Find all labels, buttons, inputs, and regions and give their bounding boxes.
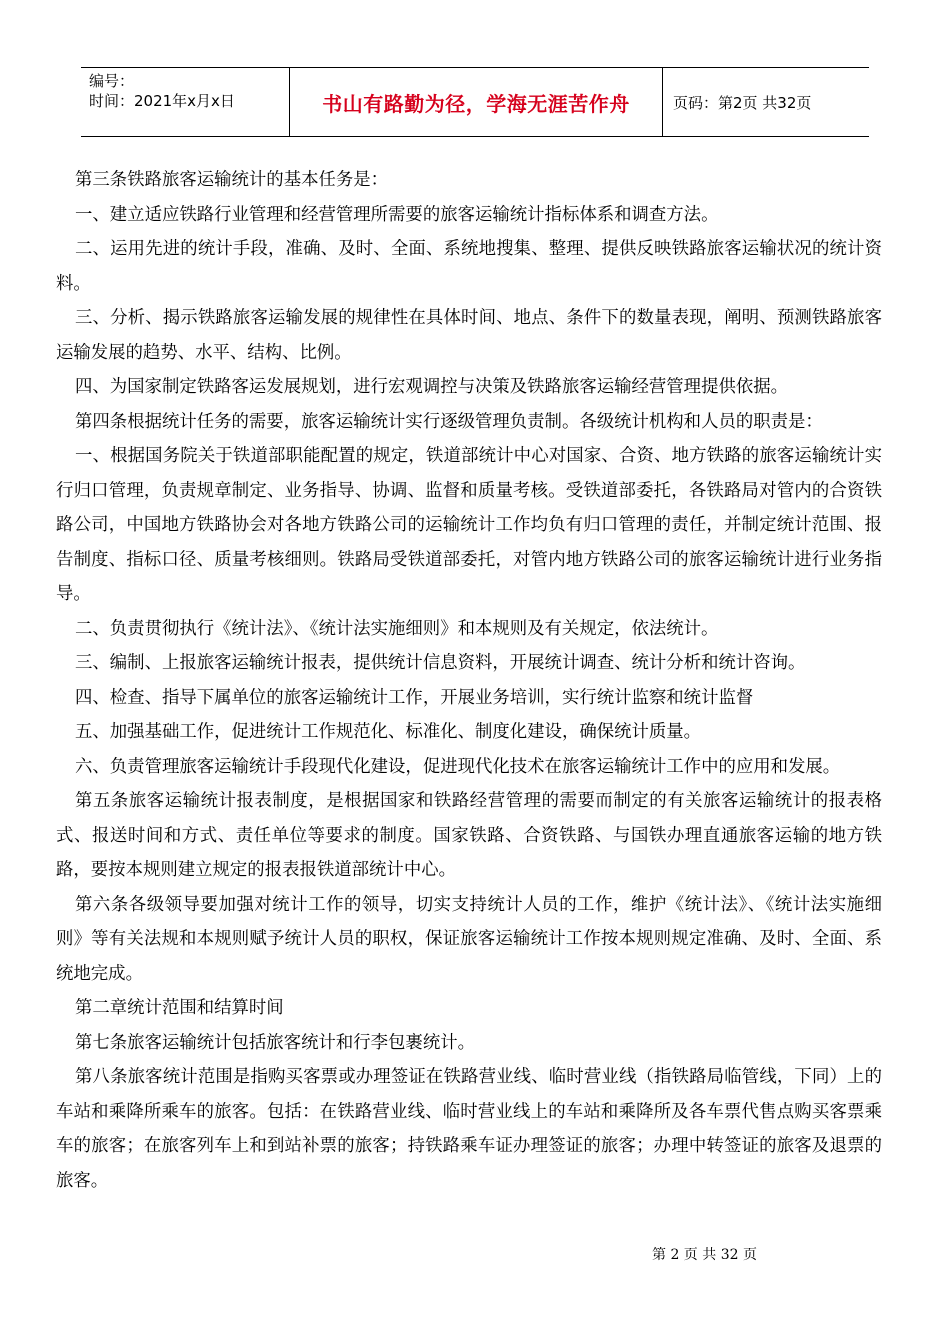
paragraph: 第三条铁路旅客运输统计的基本任务是： bbox=[75, 170, 389, 190]
paragraph: 第八条旅客统计范围是指购买客票或办理签证在铁路营业线、临时营业线（指铁路局临管线，下同）上的车站和乘降所乘车的旅客。包括：在铁路营业线、临时营业线上的车站和乘降所及各车票代售点购买客票乘车的旅客；在旅客列车上和到站补票的旅客；持铁路乘车证办理签证的旅客；办理中转签证的旅客及退票的旅客。 bbox=[56, 1067, 882, 1191]
paragraph: 一、建立适应铁路行业管理和经营管理所需要的旅客运输统计指标体系和调查方法。 bbox=[75, 204, 719, 225]
paragraph: 四、检查、指导下属单位的旅客运输统计工作，开展业务培训，实行统计监察和统计监督 bbox=[75, 687, 754, 708]
header-left-cell bbox=[81, 68, 289, 136]
paragraph: 一、根据国务院关于铁道部职能配置的规定，铁道部统计中心对国家、合资、地方铁路的旅客运输统计实行归口管理，负责规章制定、业务指导、协调、监督和质量考核。受铁道部委托，各铁路局对管内的合资铁路公司，中国地方铁路协会对各地方铁路公司的运输统计工作均负有归口管理的责任，并制定统计范围、报告制度、指标口径、质量考核细则。铁路局受铁道部委托，对管内地方铁路公司的旅客运输统计进行业务指导。 bbox=[56, 446, 882, 604]
header-motto-cell bbox=[289, 68, 663, 136]
page-footer bbox=[0, 1244, 950, 1264]
document-body bbox=[56, 163, 882, 1198]
chapter-heading: 第二章统计范围和结算时间 bbox=[75, 998, 284, 1018]
paragraph: 二、运用先进的统计手段，准确、及时、全面、系统地搜集、整理、提供反映铁路旅客运输状况的统计资料。 bbox=[56, 239, 882, 294]
paragraph: 第四条根据统计任务的需要，旅客运输统计实行逐级管理负责制。各级统计机构和人员的职责是： bbox=[75, 411, 823, 432]
footer-page-number: 第 2 页 共 32 页 bbox=[652, 1247, 757, 1263]
paragraph: 四、为国家制定铁路客运发展规划，进行宏观调控与决策及铁路旅客运输经营管理提供依据。 bbox=[75, 377, 789, 397]
paragraph: 第七条旅客运输统计包括旅客统计和行李包裹统计。 bbox=[75, 1032, 475, 1053]
document-header bbox=[81, 67, 869, 137]
page-number-label: 页码：第2页 共32页 bbox=[673, 93, 812, 112]
motto-text: 书山有路勤为径，学海无涯苦作舟 bbox=[322, 91, 630, 116]
paragraph: 三、编制、上报旅客运输统计报表，提供统计信息资料，开展统计调查、统计分析和统计咨询。 bbox=[75, 653, 806, 673]
paragraph: 五、加强基础工作，促进统计工作规范化、标准化、制度化建设，确保统计质量。 bbox=[75, 722, 702, 742]
paragraph: 六、负责管理旅客运输统计手段现代化建设，促进现代化技术在旅客运输统计工作中的应用和发展。 bbox=[75, 756, 841, 777]
paragraph: 三、分析、揭示铁路旅客运输发展的规律性在具体时间、地点、条件下的数量表现，阐明、预测铁路旅客运输发展的趋势、水平、结构、比例。 bbox=[56, 308, 882, 363]
paragraph: 第六条各级领导要加强对统计工作的领导，切实支持统计人员的工作，维护《统计法》、《统计法实施细则》等有关法规和本规则赋予统计人员的职权，保证旅客运输统计工作按本规则规定准确、及时、全面、系统地完成。 bbox=[56, 894, 882, 984]
time-label: 时间：2021年x月x日 bbox=[89, 92, 235, 110]
header-page-cell bbox=[663, 68, 869, 136]
paragraph: 二、负责贯彻执行《统计法》、《统计法实施细则》和本规则及有关规定，依法统计。 bbox=[75, 618, 719, 639]
serial-number-label: 编号： bbox=[89, 72, 135, 90]
paragraph: 第五条旅客运输统计报表制度，是根据国家和铁路经营管理的需要而制定的有关旅客运输统计的报表格式、报送时间和方式、责任单位等要求的制度。国家铁路、合资铁路、与国铁办理直通旅客运输的地方铁路，要按本规则建立规定的报表报铁道部统计中心。 bbox=[56, 791, 882, 880]
